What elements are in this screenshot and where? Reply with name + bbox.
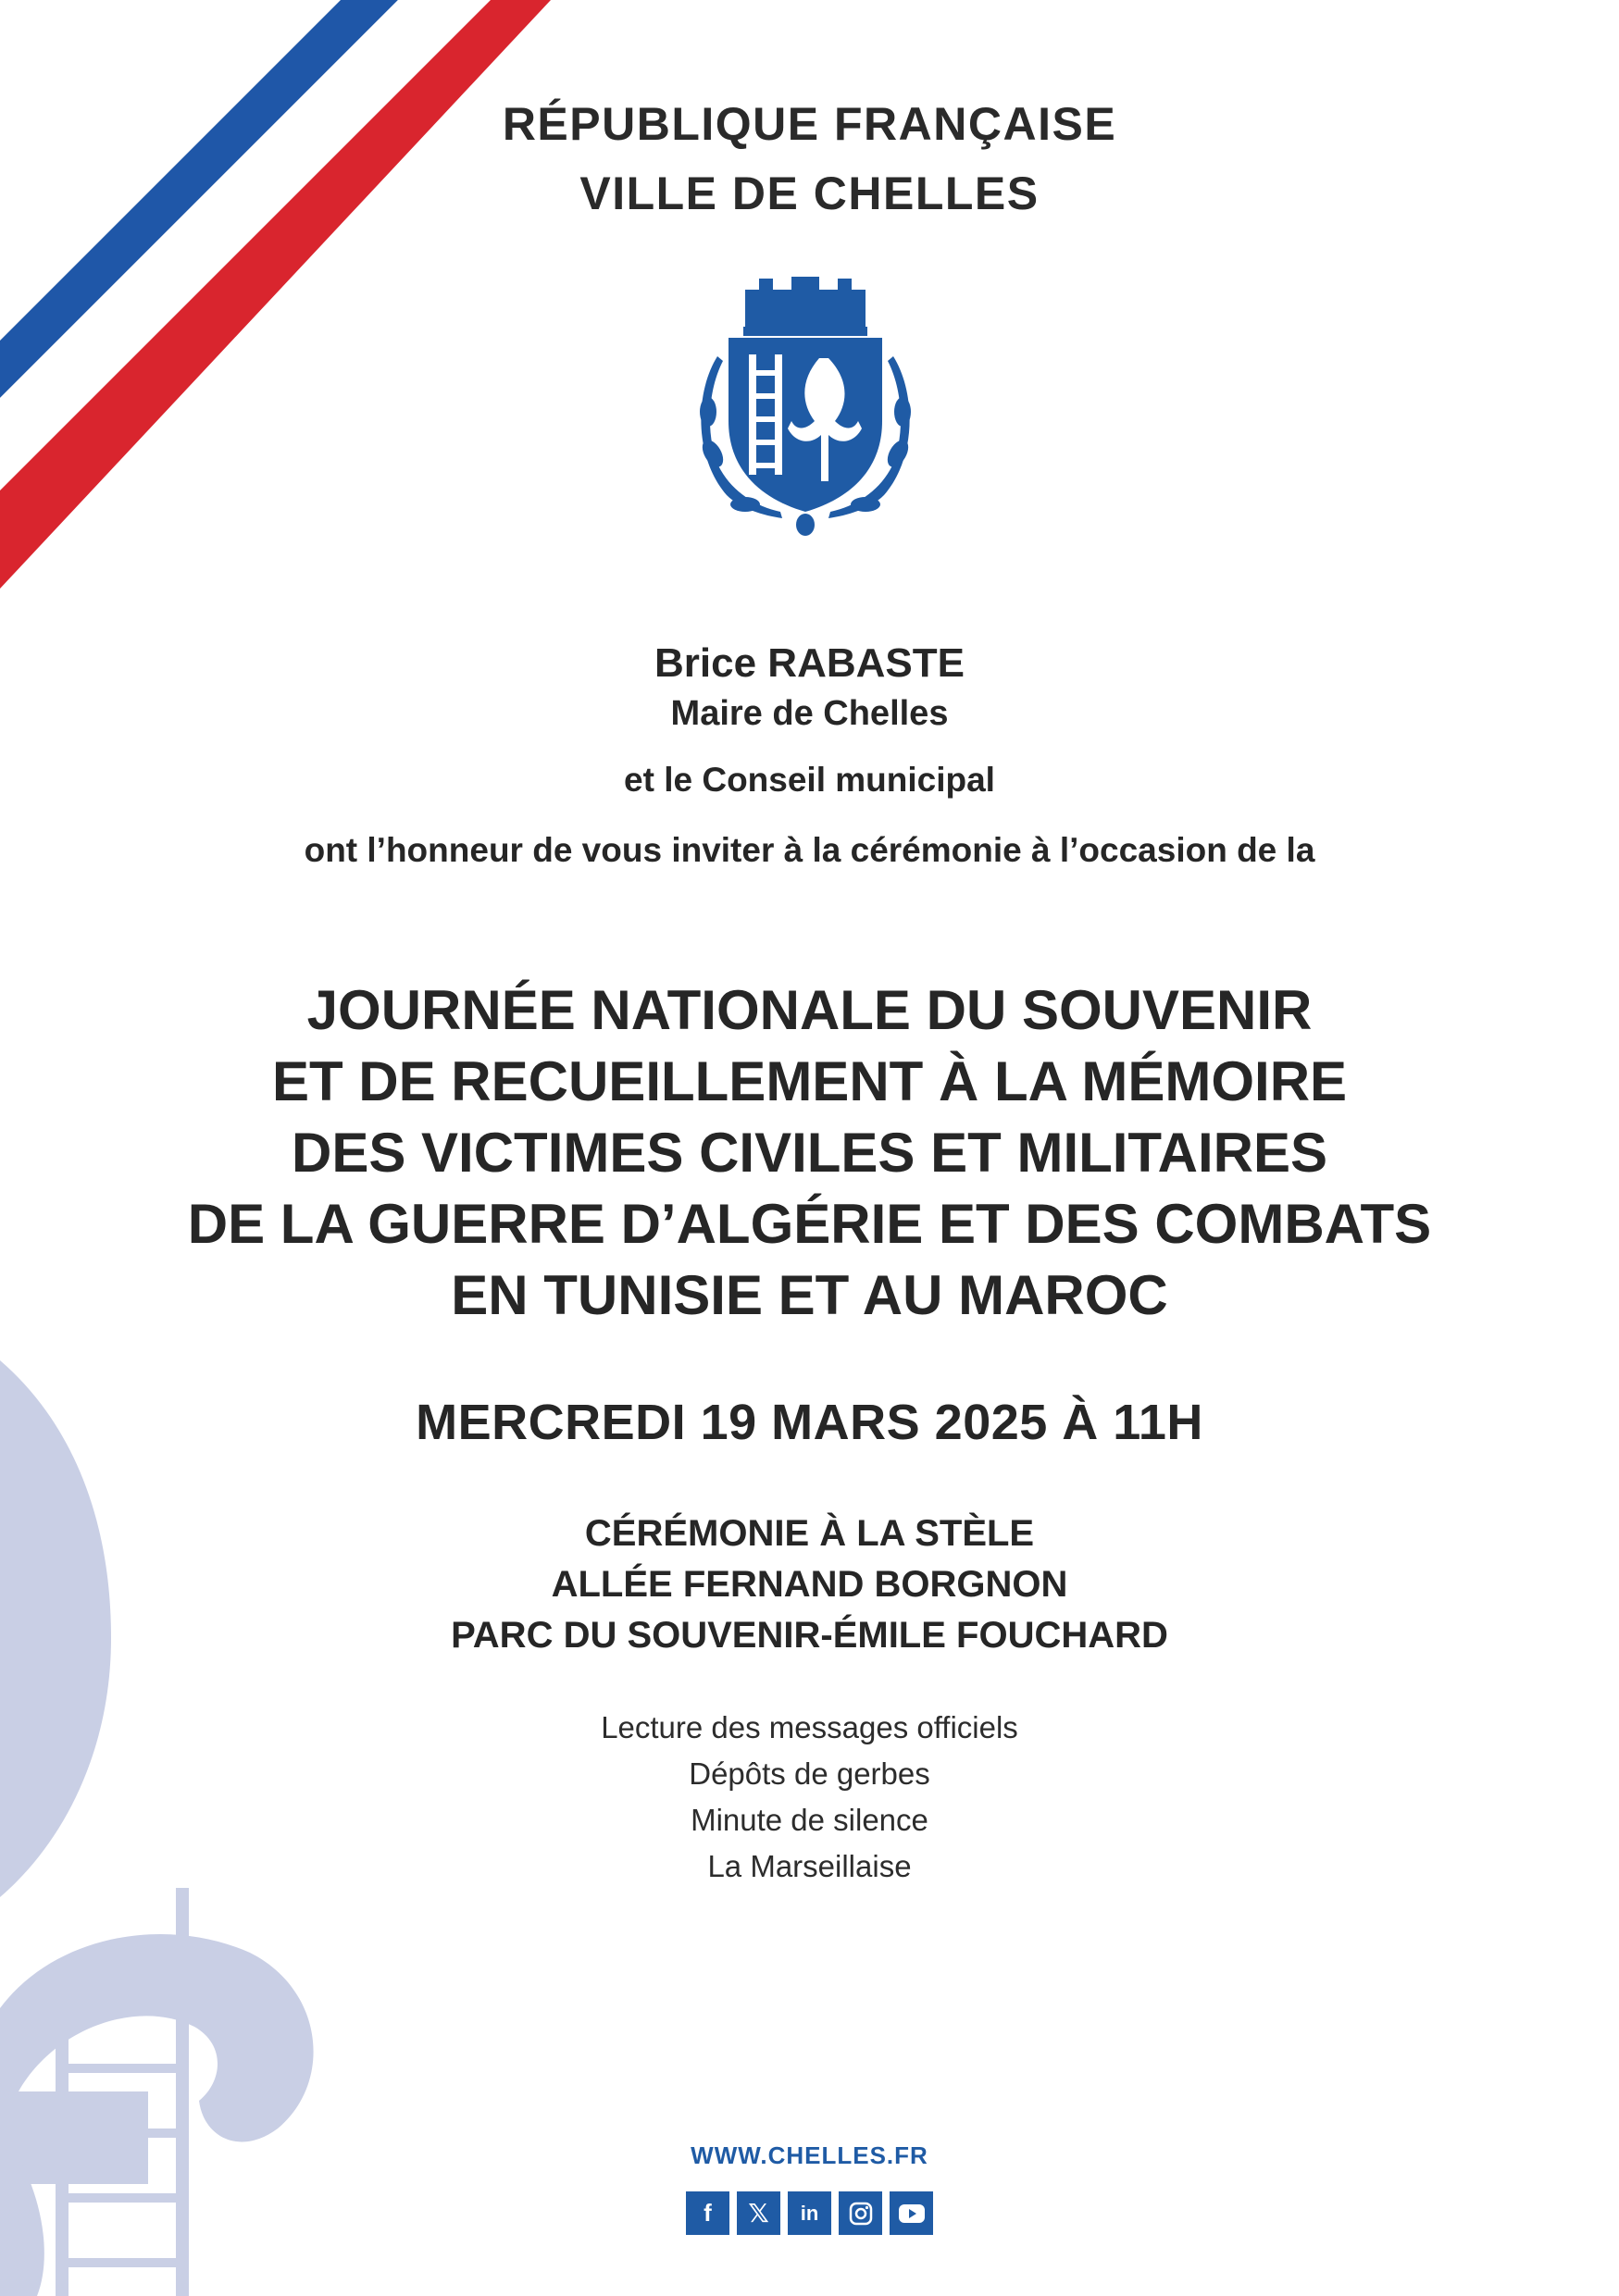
location-line: CÉRÉMONIE À LA STÈLE	[584, 1513, 1035, 1554]
event-program	[0, 1705, 1619, 1890]
event-title-line: DES VICTIMES CIVILES ET MILITAIRES	[292, 1122, 1327, 1184]
header-republique: RÉPUBLIQUE FRANÇAISE	[502, 98, 1117, 150]
social-links	[0, 2191, 1619, 2235]
program-item: La Marseillaise	[707, 1849, 912, 1883]
program-item: Lecture des messages officiels	[601, 1710, 1018, 1744]
location-line: ALLÉE FERNAND BORGNON	[551, 1564, 1068, 1605]
instagram-icon[interactable]	[839, 2191, 882, 2235]
chelles-coat-of-arms-icon	[690, 273, 921, 541]
facebook-icon[interactable]: f	[686, 2191, 729, 2235]
header-ville: VILLE DE CHELLES	[579, 168, 1040, 219]
event-title-line: ET DE RECUEILLEMENT À LA MÉMOIRE	[271, 1050, 1348, 1112]
host-title: Maire de Chelles	[670, 694, 949, 733]
program-item: Minute de silence	[691, 1803, 928, 1837]
program-item: Dépôts de gerbes	[689, 1756, 930, 1791]
event-title	[0, 974, 1619, 1331]
event-location	[0, 1508, 1619, 1661]
event-title-line: EN TUNISIE ET AU MAROC	[451, 1264, 1168, 1326]
website-link[interactable]: WWW.CHELLES.FR	[691, 2141, 928, 2169]
host-name: Brice RABASTE	[654, 640, 965, 686]
invite-line: ont l’honneur de vous inviter à la cérémonie à l’occasion de la	[304, 831, 1315, 869]
x-twitter-icon[interactable]: 𝕏	[737, 2191, 780, 2235]
event-date: MERCREDI 19 MARS 2025 À 11H	[416, 1395, 1203, 1450]
council-line: et le Conseil municipal	[624, 761, 995, 799]
event-title-line: DE LA GUERRE D’ALGÉRIE ET DES COMBATS	[187, 1193, 1432, 1255]
youtube-icon[interactable]	[890, 2191, 933, 2235]
tricolor-flag-band	[0, 0, 555, 592]
linkedin-icon[interactable]: in	[788, 2191, 831, 2235]
event-title-line: JOURNÉE NATIONALE DU SOUVENIR	[306, 979, 1313, 1041]
location-line: PARC DU SOUVENIR-ÉMILE FOUCHARD	[451, 1615, 1168, 1656]
